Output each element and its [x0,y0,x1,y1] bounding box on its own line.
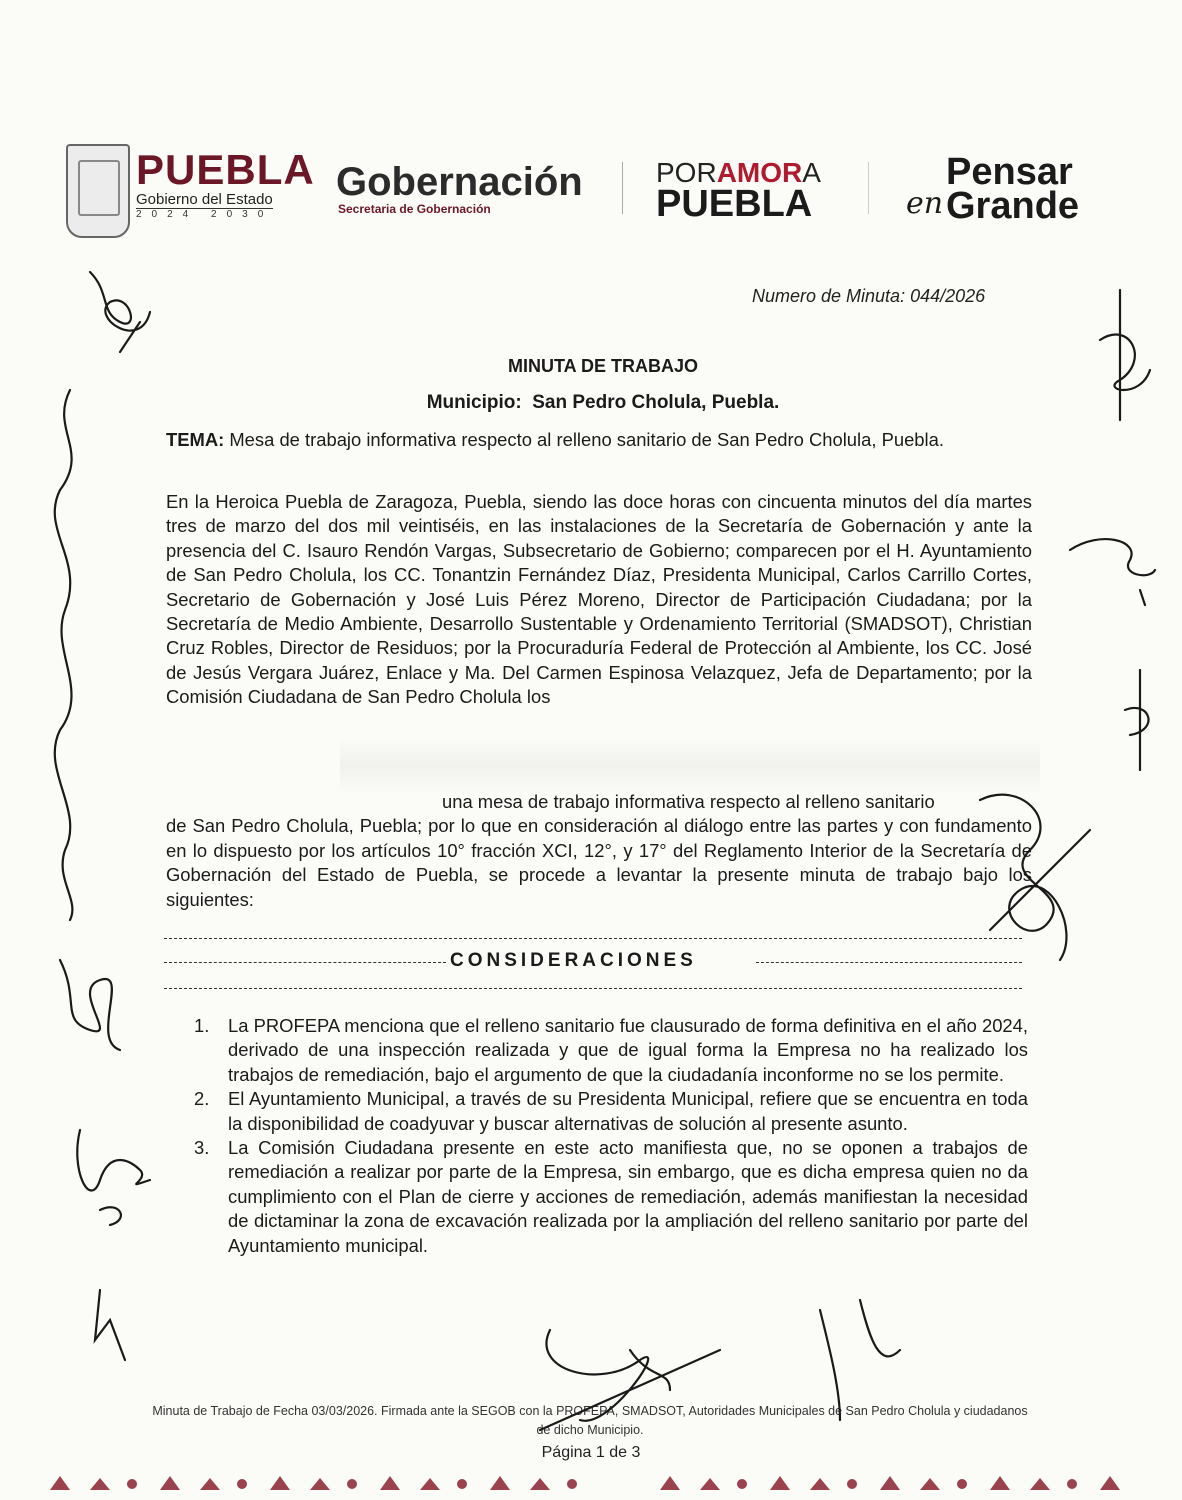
logo-divider [622,162,623,214]
consideration-text: La Comisión Ciudadana presente en este acto manifiesta que, no se oponen a trabajos de remediación a realizar por parte de la Empresa, sin embargo, que es dicha empresa quien no da cumplimiento con el Plan de cierre y acciones de remediación, además manifiestan la necesidad de dictaminar la zona de excavación realizada por la ampliación del relleno sanitario por parte del Ayuntamiento municipal. [228,1137,1028,1256]
tema-text: Mesa de trabajo informativa respecto al relleno sanitario de San Pedro Cholula, Puebla. [229,429,944,450]
continuation-paragraph [166,790,1032,912]
considerations-heading: CONSIDERACIONES [450,950,697,971]
dashed-separator [164,962,446,963]
pensar-grande-logo-line2: Grande [946,185,1080,227]
signature-icon [960,770,1100,970]
signature-icon [520,1290,960,1440]
signature-icon [1110,660,1170,780]
municipio-label: Municipio: [426,392,522,413]
puebla-logo-subtitle: Gobierno del Estado [136,191,273,208]
signature-icon [30,370,100,930]
pensar-grande-logo-en: en [906,186,944,221]
tema-label: TEMA: [166,429,225,450]
continuation-rest: de San Pedro Cholula, Puebla; por lo que en consideración al diálogo entre las partes y con fundamento en lo dispuesto por los artículos 10° fracción XCI, 12°, y 17° del Reglamento Interior de la Secretaría de Gobernación del Estado de Puebla, se procede a levantar la presente minuta de trabajo bajo los siguientes: [166,815,1032,910]
considerations-heading-row [164,950,1022,974]
signature-icon [80,1280,150,1370]
municipio-heading [0,392,1182,414]
tema-paragraph [166,428,1032,452]
signature-icon [1080,280,1170,430]
signature-icon [1060,520,1170,610]
state-crest-logo [66,144,130,238]
dashed-separator [164,938,1022,939]
consideration-number: 1. [194,1015,210,1036]
gobernacion-logo-title: Gobernación [336,160,583,204]
intro-paragraph: En la Heroica Puebla de Zaragoza, Puebla, siendo las doce horas con cincuenta minutos del día martes tres de marzo del dos mil veintiséis, en las instalaciones de la Secretaría de Gobernación y ante la presencia del C. Isauro Rendón Vargas, Subsecretario de Gobierno; comparecen por el H. Ayuntamiento de San Pedro Cholula, los CC. Tonantzin Fernández Díaz, Presidenta Municipal, Carlos Carrillo Cortes, Secretario de Gobernación y José Luis Pérez Moreno, Director de Participación Ciudadana; por la Secretaría de Medio Ambiente, Desarrollo Sustentable y Ordenamiento Territorial (SMADSOT), Christian Cruz Robles, Director de Residuos; por la Procuraduría Federal de Protección al Ambiente, los CC. José de Jesús Vergara Juárez, Enlace y Ma. Del Carmen Espinosa Velazquez, Jefa de Departamento; por la Comisión Ciudadana de San Pedro Cholula los [166,491,1032,708]
municipio-value: San Pedro Cholula, Puebla. [532,392,780,413]
consideration-text: La PROFEPA menciona que el relleno sanitario fue clausurado de forma definitiva en el año 2024, derivado de una inspección realizada y que de igual forma la Empresa no ha realizado los trabajos de remediación, bajo el argumento de que la ciudadanía inconforme no se los permite. [228,1015,1028,1085]
footer-note: Minuta de Trabajo de Fecha 03/03/2026. Firmada ante la SEGOB con la PROFEPA, SMADSOT, Autoridades Municipales de San Pedro Cholula y ciudadanos de dicho Municipio. [152,1404,1028,1437]
signature-icon [60,1120,170,1230]
page-number: Página 1 de 3 [541,1444,641,1461]
dashed-separator [164,988,1022,989]
obscured-text-region [340,738,1040,794]
puebla-logo-years: 2024 2030 [136,209,274,220]
signature-icon [40,950,140,1060]
continuation-first-line: una mesa de trabajo informativa respecto al relleno sanitario [442,791,935,812]
minuta-number: Numero de Minuta: 044/2026 [752,286,986,306]
consideration-item [194,1014,1028,1087]
consideration-number: 2. [194,1088,210,1110]
por-amor-logo-line1: PORAMORA [656,157,821,188]
logo-divider [868,162,869,214]
document-title: MINUTA DE TRABAJO [508,356,698,376]
consideration-item [194,1136,1028,1258]
gobernacion-logo-subtitle: Secretaria de Gobernación [338,202,491,216]
pensar-grande-logo-line1: Pensar [946,151,1073,193]
decorative-border-band [40,1468,1140,1492]
signature-icon [80,262,170,362]
puebla-logo-title: PUEBLA [136,146,315,193]
consideration-item [194,1087,1028,1136]
consideration-text: El Ayuntamiento Municipal, a través de su Presidenta Municipal, refiere que se encuentra en toda la disponibilidad de coadyuvar y buscar alternativas de solución al presente asunto. [228,1088,1028,1134]
border-pattern-icon [50,1476,1120,1490]
por-amor-logo-line2: PUEBLA [656,183,813,225]
considerations-list [194,1014,1028,1258]
consideration-number: 3. [194,1137,210,1159]
